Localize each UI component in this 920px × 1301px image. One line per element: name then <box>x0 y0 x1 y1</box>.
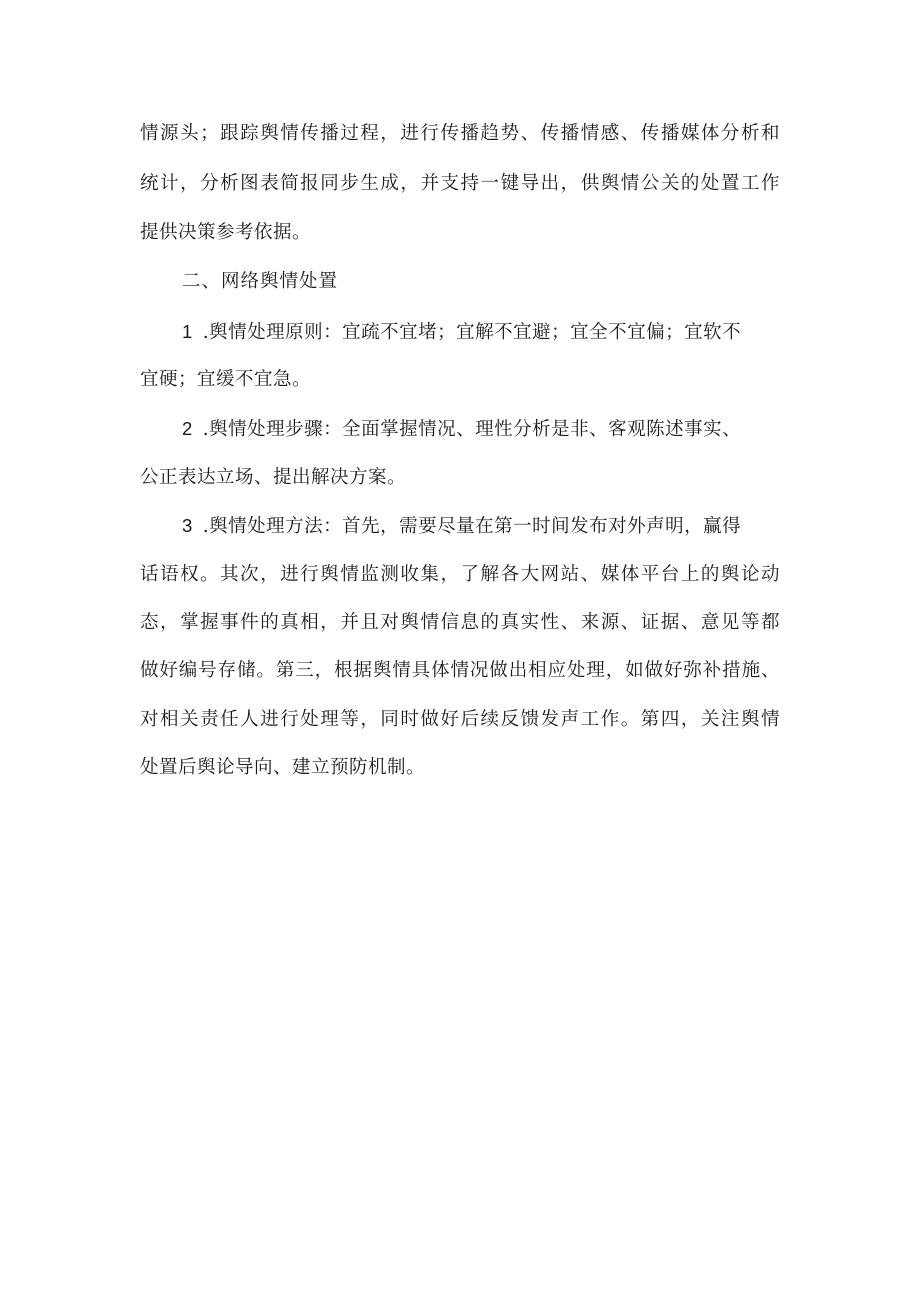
paragraph-line: 对相关责任人进行处理等，同时做好后续反馈发声工作。第四，关注舆情 <box>140 709 780 730</box>
section-heading: 二、网络舆情处置 <box>182 271 339 292</box>
paragraph-line: 做好编号存储。第三，根据舆情具体情况做出相应处理，如做好弥补措施、 <box>140 660 780 681</box>
list-item-number: 3 <box>182 515 193 536</box>
list-item-text: .舆情处理原则：宜疏不宜堵；宜解不宜避；宜全不宜偏；宜软不 <box>202 322 742 343</box>
list-item-3-line <box>182 514 741 538</box>
list-item-text: .舆情处理步骤：全面掌握情况、理性分析是非、客观陈述事实、 <box>202 419 742 440</box>
paragraph-line: 宜硬；宜缓不宜急。 <box>140 369 312 390</box>
list-item-2-line <box>182 417 741 441</box>
paragraph-line: 情源头；跟踪舆情传播过程，进行传播趋势、传播情感、传播媒体分析和 <box>140 123 780 144</box>
list-item-number: 2 <box>182 418 193 439</box>
paragraph-line: 统计，分析图表简报同步生成，并支持一键导出，供舆情公关的处置工作 <box>140 173 780 194</box>
paragraph-line: 处置后舆论导向、建立预防机制。 <box>140 757 426 778</box>
paragraph-line: 公正表达立场、提出解决方案。 <box>140 467 407 488</box>
paragraph-line: 提供决策参考依据。 <box>140 222 312 243</box>
list-item-text: .舆情处理方法：首先，需要尽量在第一时间发布对外声明，赢得 <box>202 516 742 537</box>
list-item-1-line <box>182 320 780 344</box>
list-item-number: 1 <box>182 321 193 342</box>
paragraph-line: 话语权。其次，进行舆情监测收集，了解各大网站、媒体平台上的舆论动 <box>140 564 780 585</box>
paragraph-line: 态，掌握事件的真相，并且对舆情信息的真实性、来源、证据、意见等都 <box>140 612 780 633</box>
